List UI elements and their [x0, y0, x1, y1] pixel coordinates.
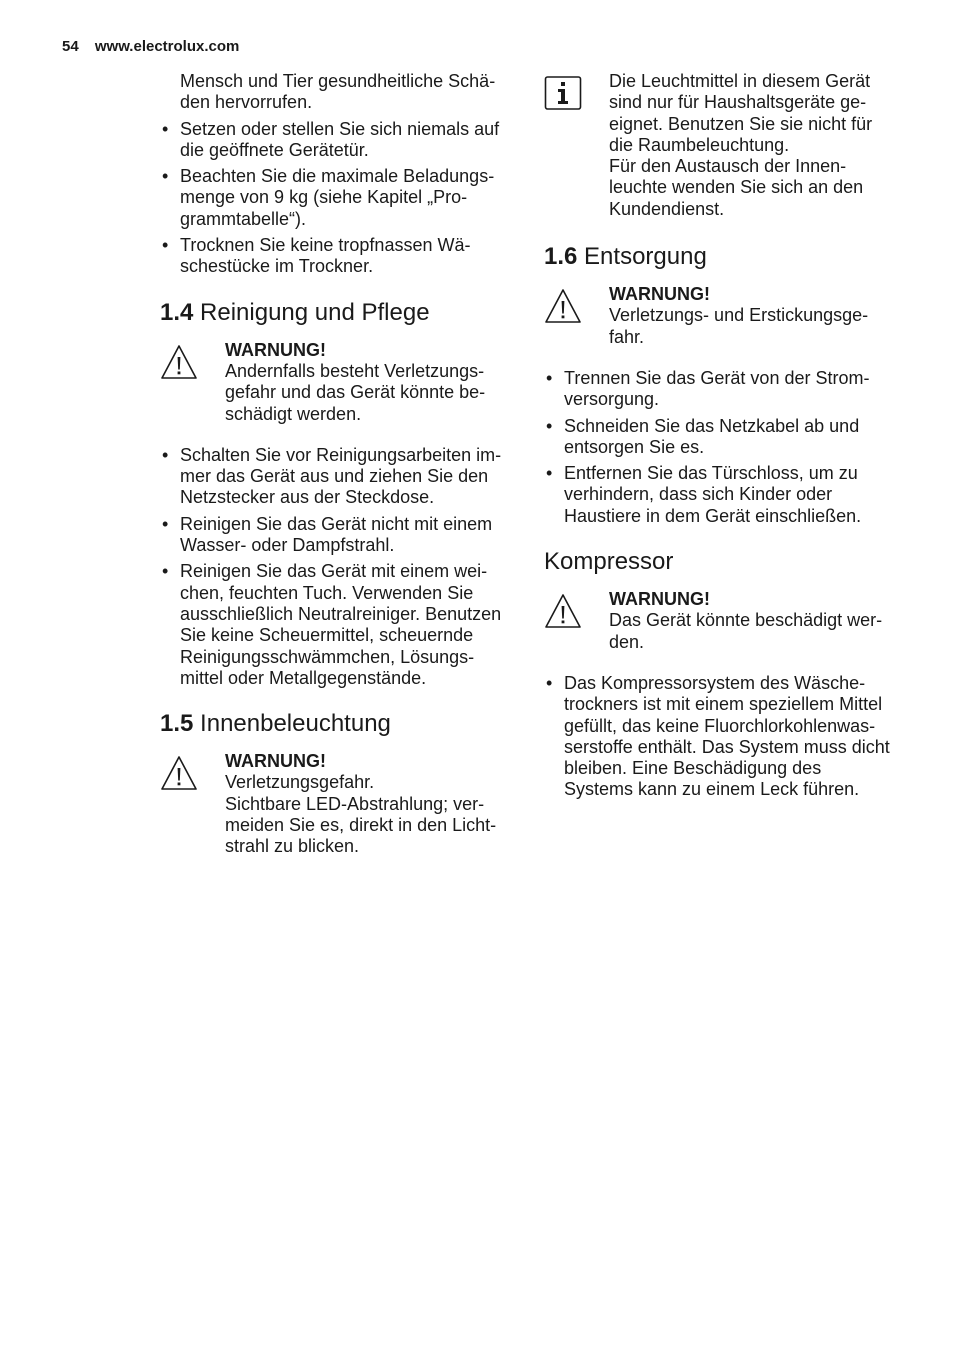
list-item: • Trennen Sie das Gerät von der Strom-versorgung. — [544, 368, 894, 411]
warning-triangle-icon — [160, 754, 198, 792]
warning-text: Sichtbare LED-Abstrahlung; ver-meiden Sie es, direkt in den Licht-strahl zu blicken. — [225, 793, 497, 857]
warning-text: Verletzungsgefahr. — [225, 772, 375, 793]
right-column — [544, 71, 894, 806]
left-column — [160, 71, 510, 858]
warning-text: Verletzungs- und Erstickungsge-fahr. — [609, 305, 869, 347]
warning-triangle-icon — [544, 287, 582, 325]
section-title: Reinigung und Pflege — [200, 298, 430, 326]
section-heading-1-5 — [160, 710, 510, 738]
bullet-list-top — [160, 119, 510, 278]
bullet-list-compressor — [544, 673, 894, 801]
info-text: Die Leuchtmittel in diesem Gerät sind nur für Haushaltsgeräte ge-eignet. Benutzen Sie sie nicht für die Raumbeleuchtung. — [609, 71, 873, 155]
page-number: 54 — [62, 38, 79, 55]
warning-title: WARNUNG! — [609, 284, 710, 305]
bullet-list-disposal — [544, 368, 894, 527]
warning-box — [544, 589, 894, 653]
list-item: • Trocknen Sie keine tropfnassen Wä-schestücke im Trockner. — [160, 235, 510, 278]
section-heading-1-4 — [160, 299, 510, 327]
list-item: • Setzen oder stellen Sie sich niemals auf die geöffnete Gerätetür. — [160, 119, 510, 162]
section-heading-1-6 — [544, 243, 894, 271]
section-number: 1.5 — [160, 710, 194, 738]
bullet-list-cleaning — [160, 445, 510, 689]
warning-title: WARNUNG! — [225, 751, 326, 772]
warning-title: WARNUNG! — [609, 589, 710, 610]
section-title: Entsorgung — [584, 243, 707, 271]
section-heading-kompressor — [544, 548, 894, 576]
warning-triangle-icon — [160, 343, 198, 381]
warning-title: WARNUNG! — [225, 339, 326, 360]
list-item: • Entfernen Sie das Türschloss, um zu verhindern, dass sich Kinder oder Haustiere in dem Gerät einschließen. — [544, 463, 894, 527]
warning-text: Andernfalls besteht Verletzungs-gefahr und das Gerät könnte be-schädigt werden. — [225, 360, 486, 424]
list-item: • Reinigen Sie das Gerät mit einem wei-chen, feuchten Tuch. Verwenden Sie ausschließlich Neutralreiniger. Benutzen Sie keine Scheuermittel, scheuernde Reinigungsschwämmchen, Lösungs-mittel oder Metallgegenstände. — [160, 561, 510, 689]
section-number: 1.6 — [544, 243, 578, 271]
list-item: • Das Kompressorsystem des Wäsche-trockners ist mit einem speziellem Mittel gefüllt, das keine Fluorchlorkohlenwas-serstoffe enthält. Das System muss dicht bleiben. Eine Beschädigung des Systems kann zu einem Leck führen. — [544, 673, 894, 801]
list-item: • Schneiden Sie das Netzkabel ab und entsorgen Sie es. — [544, 416, 894, 459]
warning-box — [160, 340, 510, 425]
info-text: Für den Austausch der Innen-leuchte wenden Sie sich an den Kundendienst. — [609, 156, 864, 219]
list-item: • Beachten Sie die maximale Beladungs-menge von 9 kg (siehe Kapitel „Pro-grammtabelle“). — [160, 166, 510, 230]
warning-text: Das Gerät könnte beschädigt wer-den. — [609, 610, 883, 652]
continuation-text: Mensch und Tier gesundheitliche Schä-den hervorrufen. — [180, 71, 496, 113]
warning-triangle-icon — [544, 592, 582, 630]
page-header — [62, 38, 239, 55]
info-box — [544, 71, 894, 220]
website-url: www.electrolux.com — [94, 38, 240, 55]
list-item: • Reinigen Sie das Gerät nicht mit einem Wasser- oder Dampfstrahl. — [160, 514, 510, 557]
warning-box — [160, 751, 510, 857]
warning-box — [544, 284, 894, 348]
info-icon — [544, 74, 582, 112]
section-number: 1.4 — [160, 298, 194, 326]
list-item: • Schalten Sie vor Reinigungsarbeiten im-mer das Gerät aus und ziehen Sie den Netzstecker aus der Steckdose. — [160, 445, 510, 509]
section-title: Innenbeleuchtung — [200, 710, 391, 738]
section-title: Kompressor — [544, 548, 674, 576]
